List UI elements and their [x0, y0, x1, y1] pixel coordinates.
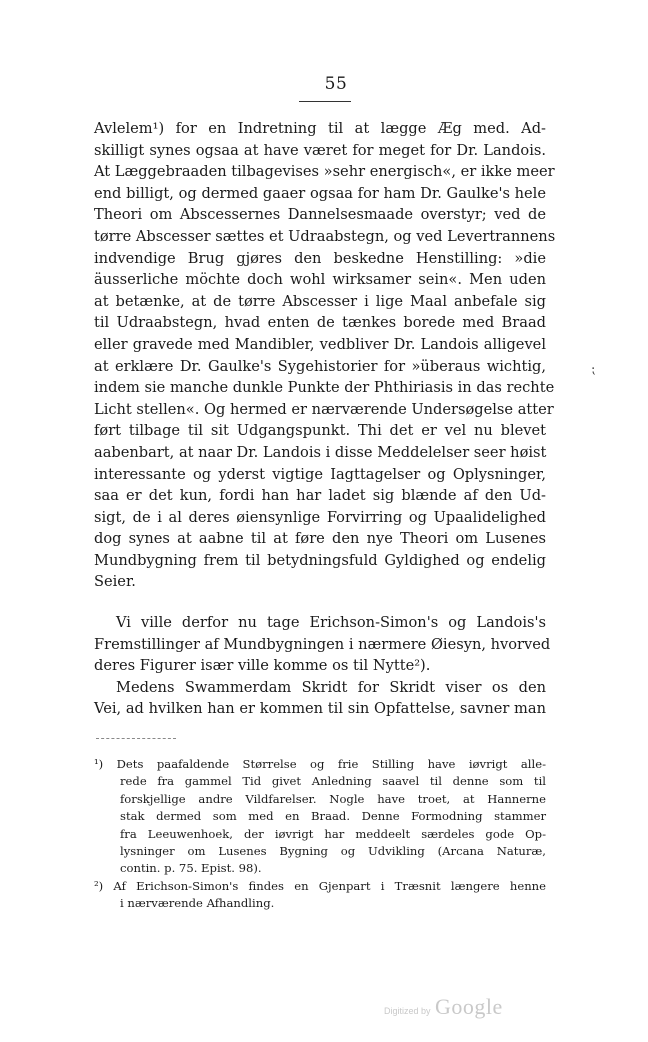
text-line: Licht stellen«. Og hermed er nærværende Undersøgelse atter — [94, 400, 554, 418]
text-line: tørre Abscesser sættes et Udraabstegn, og ved Levertrannens — [94, 227, 556, 245]
text-line: Vi ville derfor nu tage Erichson-Simon's og Landois's — [116, 614, 546, 632]
text-line: sigt, de i al deres øiensynlige Forvirring og Upaalidelighed — [94, 508, 546, 526]
footnote-separator — [96, 738, 176, 739]
text-line: Theori om Abscessernes Dannelsesmaade overstyr; ved de — [94, 206, 546, 224]
text-line: aabenbart, at naar Dr. Landois i disse Meddelelser seer høist — [94, 443, 547, 461]
stray-ink-mark: ⁏ — [591, 362, 596, 377]
text-line: eller gravede med Mandibler, vedbliver Dr. Landois alligevel — [94, 335, 546, 353]
body-text — [94, 118, 556, 720]
text-line: Vei, ad hvilken han er kommen til sin Opfattelse, savner man — [94, 700, 546, 718]
text-line: deres Figurer især ville komme os til Nytte²). — [94, 657, 431, 675]
text-line: Fremstillinger af Mundbygningen i nærmere Øiesyn, hvorved — [94, 635, 551, 653]
text-line: Mundbygning frem til betydningsfuld Gyldighed og endelig — [94, 551, 546, 569]
text-line: skilligt synes ogsaa at have været for meget for Dr. Landois. — [94, 141, 546, 159]
page-number-rule — [299, 101, 351, 102]
footnote-line: lysninger om Lusenes Bygning og Udvikling (Arcana Naturæ, — [120, 843, 546, 858]
page-number: 55 — [324, 74, 348, 94]
text-line: Seier. — [94, 573, 136, 591]
text-line: Medens Swammerdam Skridt for Skridt viser os den — [116, 678, 546, 696]
text-line: ført tilbage til sit Udgangspunkt. Thi det er vel nu blevet — [94, 422, 546, 440]
footnote-line: stak dermed som med en Braad. Denne Formodning stammer — [120, 809, 546, 824]
text-line: dog synes at aabne til at føre den nye Theori om Lusenes — [94, 530, 546, 548]
text-line: end billigt, og dermed gaaer ogsaa for ham Dr. Gaulke's hele — [94, 184, 546, 202]
watermark-brand: Google — [434, 994, 503, 1019]
text-line: indem sie manche dunkle Punkte der Phthiriasis in das rechte — [94, 379, 555, 397]
footnotes — [94, 756, 546, 913]
paragraph-gap — [94, 593, 546, 612]
footnote-line: rede fra gammel Tid givet Anledning saavel til denne som til — [120, 774, 546, 789]
text-line: til Udraabstegn, hvad enten de tænkes borede med Braad — [94, 314, 546, 332]
footnote-line: forskjellige andre Vildfarelser. Nogle have troet, at Hannerne — [120, 791, 546, 806]
text-line: Avlelem¹) for en Indretning til at lægge Æg med. Ad- — [94, 120, 546, 137]
watermark-prefix: Digitized by — [384, 1006, 431, 1016]
text-line: interessante og yderst vigtige Iagttagelser og Oplysninger, — [94, 465, 546, 483]
text-line: at betænke, at de tørre Abscesser i lige Maal anbefale sig — [94, 292, 546, 310]
footnote-line: ²) Af Erichson-Simon's findes en Gjenpart i Træsnit længere henne — [94, 878, 546, 893]
text-line: saa er det kun, fordi han har ladet sig blænde af den Ud- — [94, 487, 546, 505]
text-line: äusserliche möchte doch wohl wirksamer sein«. Men uden — [94, 271, 546, 289]
digitized-by-google-watermark — [384, 994, 503, 1020]
footnote-line: i nærværende Afhandling. — [120, 896, 275, 911]
text-line: at erklære Dr. Gaulke's Sygehistorier for »überaus wichtig, — [94, 357, 546, 375]
text-line: At Læggebraaden tilbagevises »sehr energisch«, er ikke meer — [94, 163, 555, 181]
footnote-line: ¹) Dets paafaldende Størrelse og frie Stilling have iøvrigt alle- — [94, 757, 546, 771]
text-line: indvendige Brug gjøres den beskedne Henstilling: »die — [94, 249, 546, 267]
footnote-line: contin. p. 75. Epist. 98). — [120, 861, 262, 876]
footnote-line: fra Leeuwenhoek, der iøvrigt har meddeelt særdeles gode Op- — [120, 826, 546, 841]
